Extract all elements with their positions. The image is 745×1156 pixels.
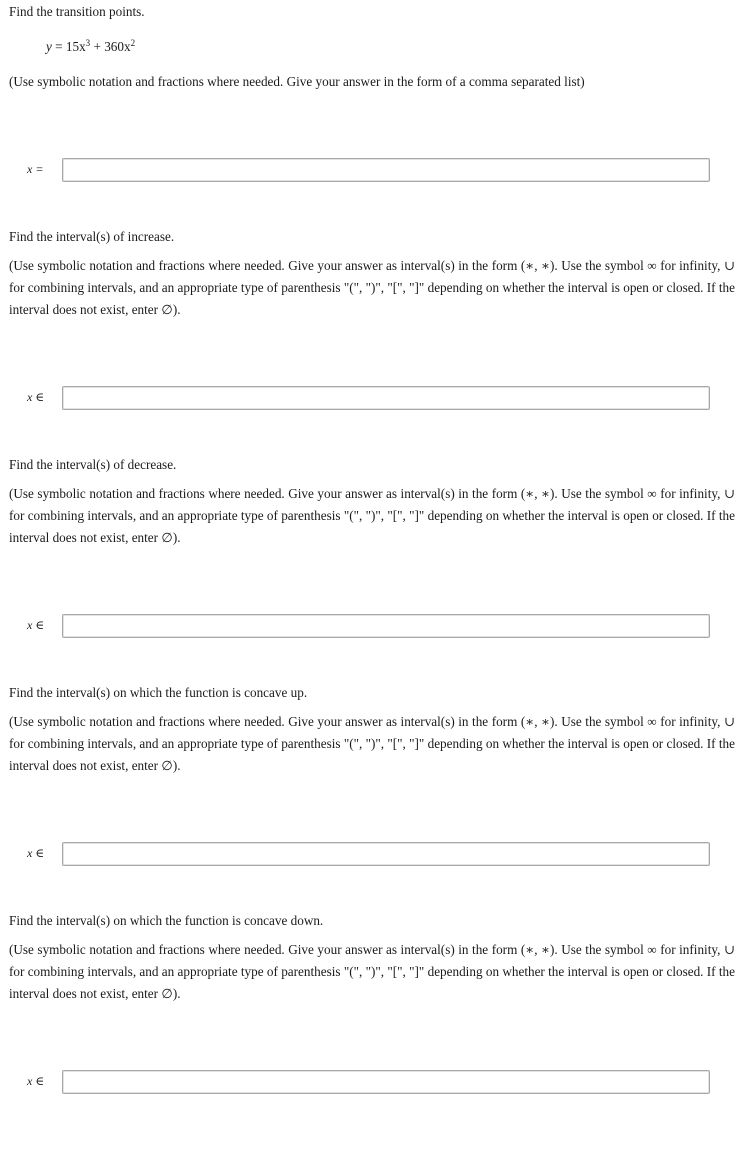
concave-up-answer-label: x ∈ xyxy=(27,846,45,860)
transition-instructions: (Use symbolic notation and fractions where needed. Give your answer in the form of a comma separated list) xyxy=(9,74,585,89)
increase-interval-input[interactable] xyxy=(62,386,710,410)
decrease-answer-label: x ∈ xyxy=(27,618,45,632)
increase-answer-label: x ∈ xyxy=(27,390,45,404)
equation-term2-coef: 360x xyxy=(104,39,131,54)
transition-question: Find the transition points. xyxy=(9,4,145,19)
equation-term1-coef: 15x xyxy=(65,39,86,54)
concave-down-instructions: (Use symbolic notation and fractions where needed. Give your answer as interval(s) in the form (∗, ∗). Use the symbol ∞ for infinity, ∪ for combining intervals, and an appropriate type of parenthesis "(", ")", "[", "]" depending on whether the interval is open or closed. If the interval does not exist, enter ∅). xyxy=(9,942,735,1001)
concave-up-instructions: (Use symbolic notation and fractions where needed. Give your answer as interval(s) in the form (∗, ∗). Use the symbol ∞ for infinity, ∪ for combining intervals, and an appropriate type of parenthesis "(", ")", "[", "]" depending on whether the interval is open or closed. If the interval does not exist, enter ∅). xyxy=(9,714,735,773)
decrease-interval-input[interactable] xyxy=(62,614,710,638)
concave-up-question: Find the interval(s) on which the function is concave up. xyxy=(9,685,308,700)
concave-down-question: Find the interval(s) on which the function is concave down. xyxy=(9,913,324,928)
equation-plus: + xyxy=(93,39,101,54)
function-equation xyxy=(46,38,135,55)
concave-down-answer-label: x ∈ xyxy=(27,1074,45,1088)
concave-down-interval-input[interactable] xyxy=(62,1070,710,1094)
transition-answer-label: x = xyxy=(27,162,44,176)
transition-points-input[interactable] xyxy=(62,158,710,182)
equation-term2-exp: 2 xyxy=(130,38,136,48)
decrease-instructions: (Use symbolic notation and fractions where needed. Give your answer as interval(s) in the form (∗, ∗). Use the symbol ∞ for infinity, ∪ for combining intervals, and an appropriate type of parenthesis "(", ")", "[", "]" depending on whether the interval is open or closed. If the interval does not exist, enter ∅). xyxy=(9,486,735,545)
increase-instructions: (Use symbolic notation and fractions where needed. Give your answer as interval(s) in the form (∗, ∗). Use the symbol ∞ for infinity, ∪ for combining intervals, and an appropriate type of parenthesis "(", ")", "[", "]" depending on whether the interval is open or closed. If the interval does not exist, enter ∅). xyxy=(9,258,735,317)
equation-equals: = xyxy=(55,39,63,54)
equation-lhs: y xyxy=(46,39,52,54)
equation-term1-exp: 3 xyxy=(85,38,91,48)
increase-question: Find the interval(s) of increase. xyxy=(9,229,175,244)
concave-up-interval-input[interactable] xyxy=(62,842,710,866)
decrease-question: Find the interval(s) of decrease. xyxy=(9,457,177,472)
